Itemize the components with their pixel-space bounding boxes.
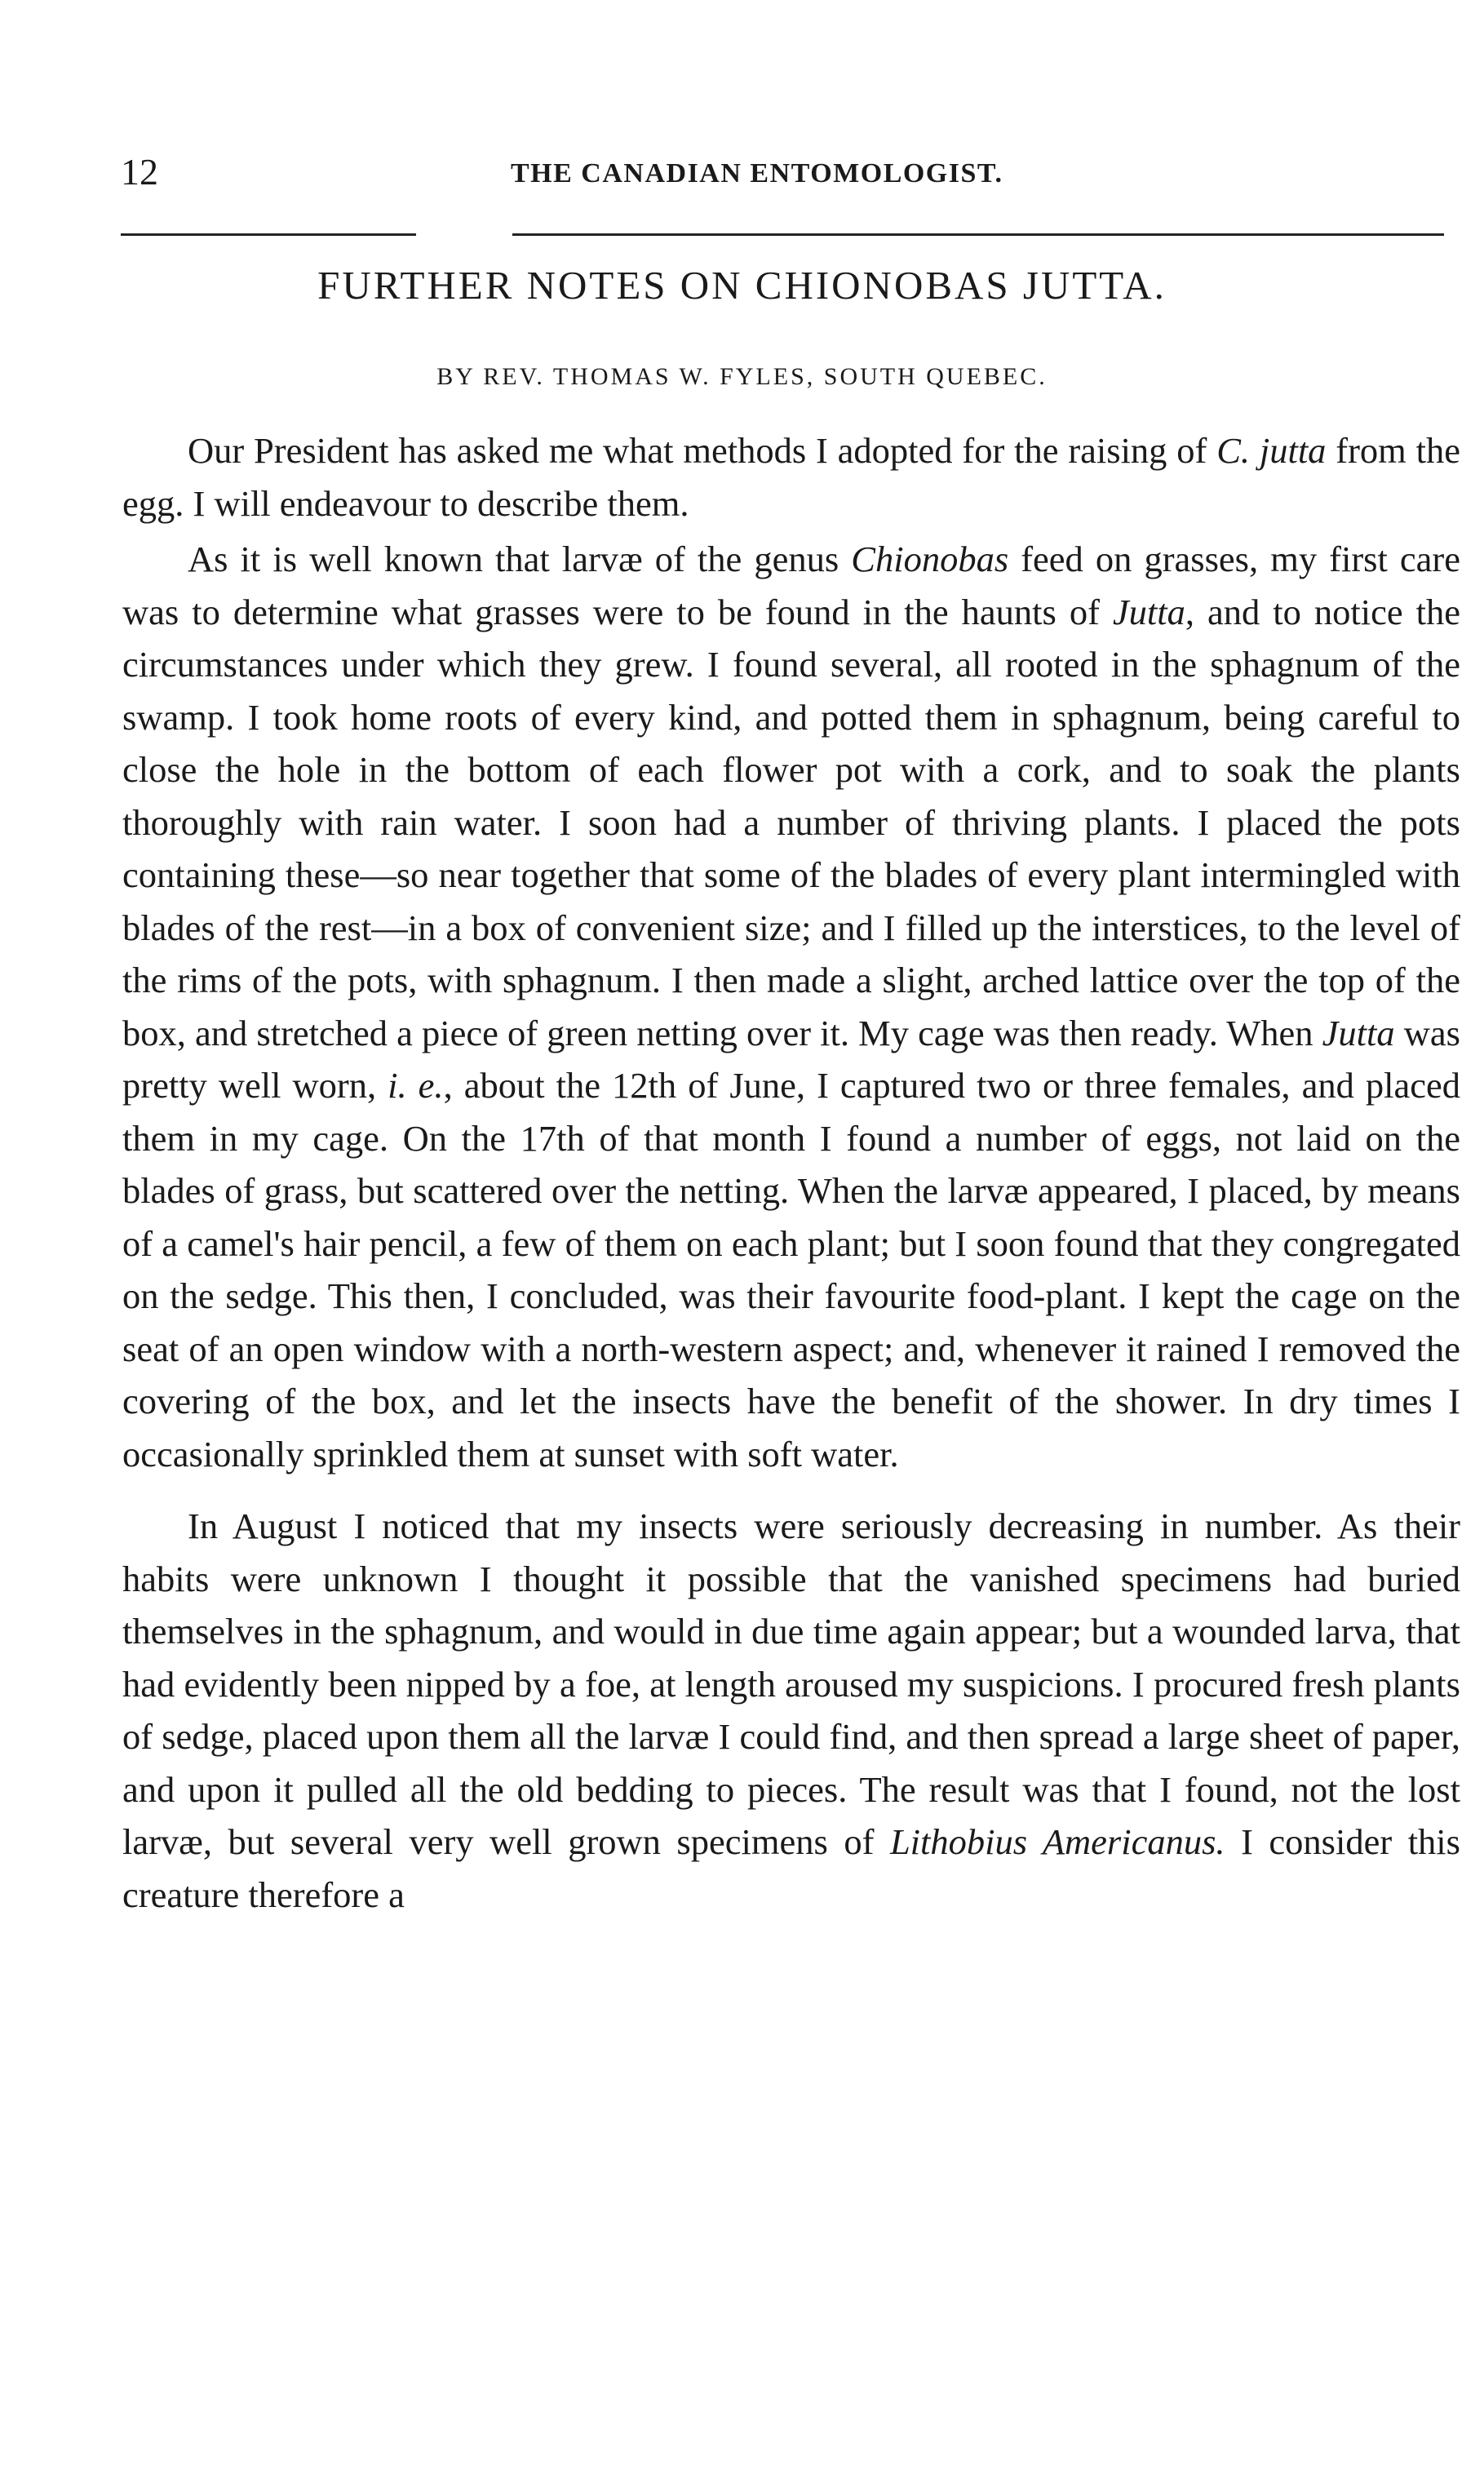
running-head: THE CANADIAN ENTOMOLOGIST. xyxy=(511,158,1003,188)
article-body xyxy=(122,424,1460,1921)
page-number: 12 xyxy=(121,151,158,193)
italic-term: Jutta xyxy=(1322,1012,1395,1053)
paragraph xyxy=(122,424,1460,530)
text-run: In August I noticed that my insects were seriously decreasing in number. As their habits were unknown I thought it possible that the vanished specimens had buried themselves in the sphagnum, and would in due time again appear; but a wounded larva, that had evidently been nipped by a foe, at length aroused my suspicions. I procured fresh plants of sedge, placed upon them all the larvæ I could find, and then spread a large sheet of paper, and upon it pulled all the old bedding to pieces. The result was that I found, not the lost larvæ, but several very well grown specimens of xyxy=(122,1506,1460,1862)
text-run: , about the 12th of June, I captured two or three females, and placed them in my cage. On the 17th of that month I found a number of eggs, not laid on the blades of grass, but scattered over the netting. When the larvæ appeared, I placed, by means of a camel's hair pencil, a few of them on each plant; but I soon found that they congregated on the sedge. This then, I concluded, was their favourite food-plant. I kept the cage on the seat of an open window with a north-western aspect; and, whenever it rained I removed the covering of the box, and let the insects have the benefit of the shower. In dry times I occasionally sprinkled them at sunset with soft water. xyxy=(122,1065,1460,1474)
text-run: Our President has asked me what methods I adopted for the raising of xyxy=(188,430,1217,471)
header-rule-left xyxy=(121,233,416,236)
header-rule-right xyxy=(512,233,1444,236)
italic-term: Lithobius Americanus. xyxy=(889,1821,1225,1862)
page-header xyxy=(121,152,1459,201)
italic-term: Jutta xyxy=(1112,591,1185,632)
paragraph xyxy=(122,533,1460,1480)
text-run: was pretty well worn, xyxy=(122,1012,1460,1106)
article-byline: BY REV. THOMAS W. FYLES, SOUTH QUEBEC. xyxy=(436,363,1048,390)
italic-term: i. e. xyxy=(388,1065,444,1106)
text-run: As it is well known that larvæ of the genus xyxy=(188,539,852,579)
article-title: FURTHER NOTES ON CHIONOBAS JUTTA. xyxy=(317,263,1167,308)
italic-term: C. jutta xyxy=(1216,430,1327,471)
paragraph xyxy=(122,1500,1460,1921)
text-run: , and to notice the circumstances under which they grew. I found several, all rooted in the sphagnum of the swamp. I took home roots of every kind, and potted them in sphagnum, being careful to close the hole in the bottom of each flower pot with a cork, and to soak the plants thoroughly with rain water. I soon had a number of thriving plants. I placed the pots containing these—so near together that some of the blades of every plant intermingled with blades of the rest—in a box of convenient size; and I filled up the interstices, to the level of the rims of the pots, with sphagnum. I then made a slight, arched lattice over the top of the box, and stretched a piece of green netting over it. My cage was then ready. When xyxy=(122,591,1460,1053)
text-run: feed on grasses, my first care was to determine what grasses were to be found in the haunts of xyxy=(122,539,1460,632)
text-run: from the egg. I will endeavour to describe them. xyxy=(122,430,1460,524)
italic-term: Chionobas xyxy=(851,539,1009,579)
text-run: I consider this creature therefore a xyxy=(122,1821,1460,1915)
